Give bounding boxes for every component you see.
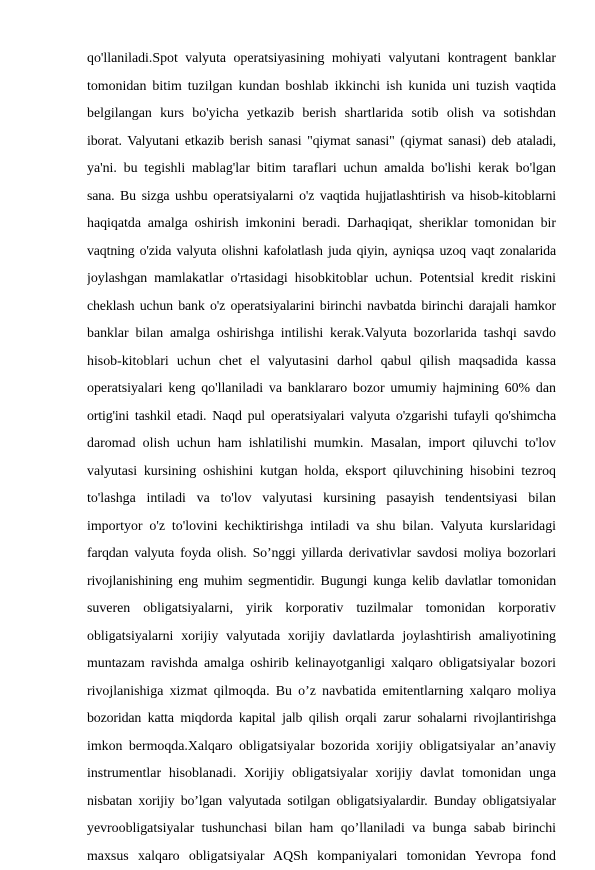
text-line: importyor o'z to'lovini kechiktirishga intiladi va shu bilan. Valyuta kurslaridagi — [87, 513, 556, 541]
text-line: vaqtning o'zida valyuta olishni kafolatlash juda qiyin, ayniqsa uzoq vaqt zonalarida — [87, 238, 556, 266]
text-line: farqdan valyuta foyda olish. So’nggi yillarda derivativlar savdosi moliya bozorlari — [87, 540, 556, 568]
text-line: hisob-kitoblari uchun chet el valyutasini darhol qabul qilish maqsadida kassa — [87, 348, 556, 376]
text-line: belgilangan kurs bo'yicha yetkazib berish shartlarida sotib olish va sotishdan — [87, 100, 556, 128]
text-line: operatsiyalari keng qo'llaniladi va banklararo bozor umumiy hajmining 60% dan — [87, 375, 556, 403]
text-line: maxsus xalqaro obligatsiyalar AQSh kompaniyalari tomonidan Yevropa fond — [87, 843, 556, 870]
text-line: obligatsiyalarni xorijiy valyutada xorijiy davlatlarda joylashtirish amaliyotining — [87, 623, 556, 651]
text-line: ya'ni. bu tegishli mablag'lar bitim taraflari uchun amalda bo'lishi kerak bo'lgan — [87, 155, 556, 183]
text-line: to'lashga intiladi va to'lov valyutasi kursining pasayish tendentsiyasi bilan — [87, 485, 556, 513]
text-line: nisbatan xorijiy bo’lgan valyutada sotilgan obligatsiyalardir. Bunday obligatsiyalar — [87, 788, 556, 816]
body-text — [87, 45, 556, 870]
text-line: bozoridan katta miqdorda kapital jalb qilish orqali zarur sohalarni rivojlantirishga — [87, 705, 556, 733]
text-line: banklar bilan amalga oshirishga intilishi kerak.Valyuta bozorlarida tashqi savdo — [87, 320, 556, 348]
text-line: qo'llaniladi.Spot valyuta operatsiyasining mohiyati valyutani kontragent banklar — [87, 45, 556, 73]
text-line: sana. Bu sizga ushbu operatsiyalarni o'z vaqtida hujjatlashtirish va hisob-kitoblarni — [87, 183, 556, 211]
text-line: suveren obligatsiyalarni, yirik korporativ tuzilmalar tomonidan korporativ — [87, 595, 556, 623]
text-line: haqiqatda amalga oshirish imkonini beradi. Darhaqiqat, sheriklar tomonidan bir — [87, 210, 556, 238]
text-line: ortig'ini tashkil etadi. Naqd pul operatsiyalari valyuta o'zgarishi tufayli qo'shimcha — [87, 403, 556, 431]
text-line: imkon bermoqda.Xalqaro obligatsiyalar bozorida xorijiy obligatsiyalar an’anaviy — [87, 733, 556, 761]
text-line: rivojlanishiga xizmat qilmoqda. Bu o’z navbatida emitentlarning xalqaro moliya — [87, 678, 556, 706]
text-line: joylashgan mamlakatlar o'rtasidagi hisobkitoblar uchun. Potentsial kredit riskini — [87, 265, 556, 293]
text-line: muntazam ravishda amalga oshirib kelinayotganligi xalqaro obligatsiyalar bozori — [87, 650, 556, 678]
text-line: daromad olish uchun ham ishlatilishi mumkin. Masalan, import qiluvchi to'lov — [87, 430, 556, 458]
text-line: instrumentlar hisoblanadi. Xorijiy obligatsiyalar xorijiy davlat tomonidan unga — [87, 760, 556, 788]
text-line: valyutasi kursining oshishini kutgan holda, eksport qiluvchining hisobini tezroq — [87, 458, 556, 486]
text-line: rivojlanishining eng muhim segmentidir. Bugungi kunga kelib davlatlar tomonidan — [87, 568, 556, 596]
text-line: cheklash uchun bank o'z operatsiyalarini birinchi navbatda birinchi darajali hamkor — [87, 293, 556, 321]
text-line: yevroobligatsiyalar tushunchasi bilan ham qo’llaniladi va bunga sabab birinchi — [87, 815, 556, 843]
text-line: tomonidan bitim tuzilgan kundan boshlab ikkinchi ish kunida uni tuzish vaqtida — [87, 73, 556, 101]
text-line: iborat. Valyutani etkazib berish sanasi "qiymat sanasi" (qiymat sanasi) deb ataladi, — [87, 128, 556, 156]
